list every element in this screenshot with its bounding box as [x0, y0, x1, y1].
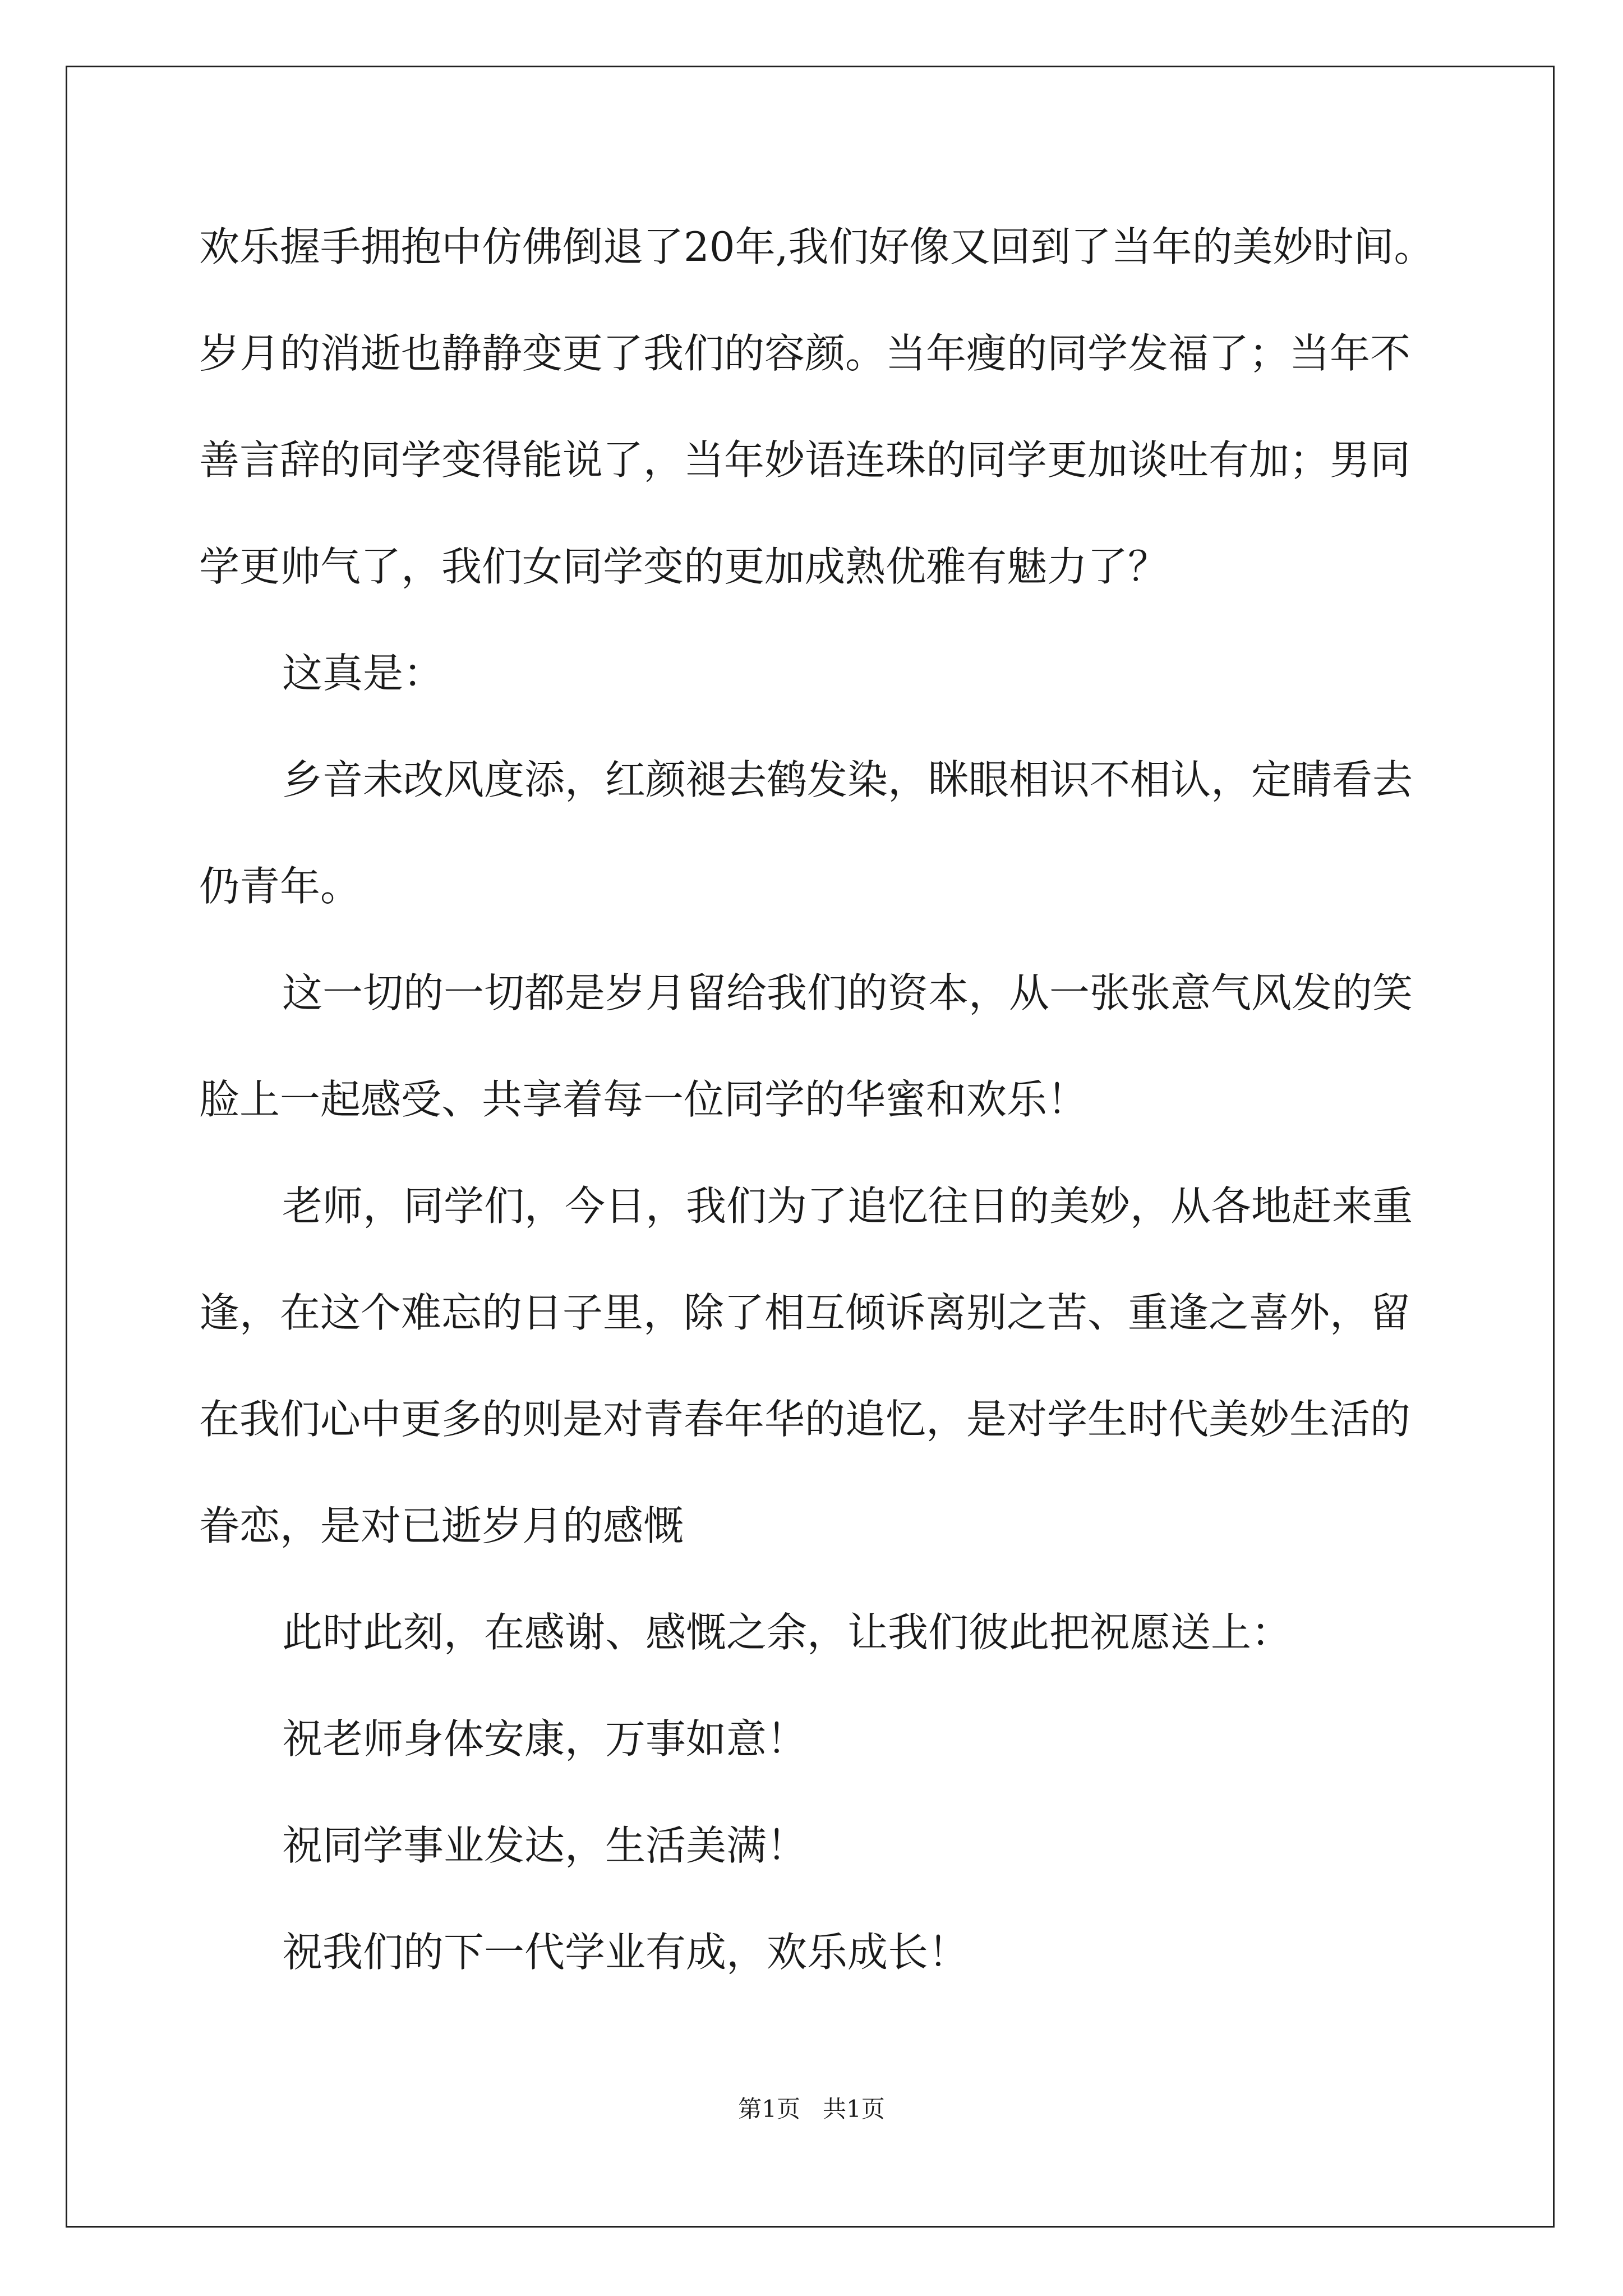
- text-line: 此时此刻，在感谢、感慨之余，让我们彼此把祝愿送上：: [282, 1609, 1292, 1656]
- text-line: 仍青年。: [199, 863, 361, 910]
- text-line: 逢，在这个难忘的日子里，除了相互倾诉离别之苦、重逢之喜外，留: [199, 1289, 1411, 1336]
- text-line: 脸上一起感受、共享着每一位同学的华蜜和欢乐！: [199, 1076, 1088, 1123]
- text-line: 祝我们的下一代学业有成，欢乐成长！: [282, 1929, 969, 1976]
- text-line: 祝老师身体安康，万事如意！: [282, 1715, 808, 1763]
- text-line: 岁月的消逝也静静变更了我们的容颜。当年瘦的同学发福了；当年不: [199, 330, 1411, 377]
- text-line: 在我们心中更多的则是对青春年华的追忆，是对学生时代美妙生活的: [199, 1396, 1411, 1443]
- text-line: 欢乐握手拥抱中仿佛倒退了20年,我们好像又回到了当年的美妙时间。: [199, 223, 1435, 270]
- text-line: 乡音未改风度添，红颜褪去鹤发染，眯眼相识不相认，定睛看去: [282, 756, 1413, 803]
- text-line: 善言辞的同学变得能说了，当年妙语连珠的同学更加谈吐有加；男同: [199, 436, 1411, 484]
- page-number-footer: 第1页 共1页: [738, 2095, 885, 2123]
- text-line: 眷恋，是对已逝岁月的感慨: [199, 1502, 684, 1549]
- text-line: 老师，同学们，今日，我们为了追忆往日的美妙，从各地赶来重: [282, 1182, 1413, 1230]
- document-body: [199, 194, 1433, 2005]
- text-line: 祝同学事业发达，生活美满！: [282, 1822, 808, 1869]
- text-line: 这真是：: [282, 650, 444, 697]
- text-line: 学更帅气了，我们女同学变的更加成熟优雅有魅力了？: [199, 543, 1169, 590]
- text-line: 这一切的一切都是岁月留给我们的资本，从一张张意气风发的笑: [282, 969, 1413, 1016]
